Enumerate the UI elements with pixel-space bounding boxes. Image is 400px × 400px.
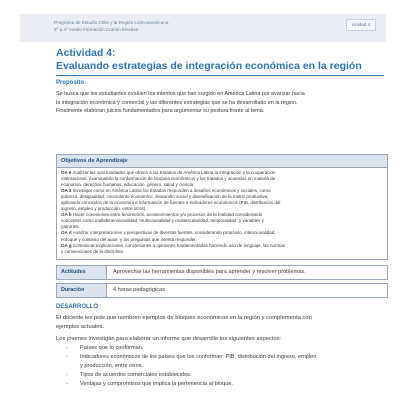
duracion-value: 4 horas pedagógicas	[113, 287, 165, 293]
objetivo-line: y convenciones de la disciplina.	[61, 248, 125, 254]
duracion-label: Duración	[57, 284, 107, 297]
proposito-line: la integración económica y comercial y las diferentes estrategias que se ha desarrollado en la región.	[56, 99, 298, 106]
objetivos-heading: Objetivos de Aprendizaje	[61, 158, 128, 164]
objetivo-line: conceptos como multidimensionalidad, multicausalidad y multiescalaridad, temporalidad, y variables y	[61, 218, 264, 224]
desarrollo-line: ejemplos actuales.	[56, 324, 105, 330]
oa-code: OA 3	[61, 188, 72, 194]
list-item: - Tipos de acuerdos comerciales establecidos.	[66, 372, 192, 378]
bullet-dash: -	[66, 345, 68, 351]
title-divider	[56, 75, 384, 76]
bullet-dash: -	[66, 372, 68, 378]
oa-code: OA d	[61, 230, 72, 236]
objetivo-line: patrones.	[61, 224, 80, 230]
activity-title: Evaluando estrategias de integración económica en la región	[56, 60, 362, 72]
duracion-row	[56, 283, 388, 298]
header-band	[20, 14, 386, 42]
objetivo-line: OA g Comunicar explicaciones, conclusiones u opiniones fundamentadas haciendo uso de lenguaje, las normas	[61, 242, 285, 248]
proposito-line: Se busca que los estudiantes evalúen los intentos que han surgido en América Latina por avanzar hacia	[56, 91, 305, 97]
objetivo-line: economía, derechos humanos, educación, género, salud y ciencia.	[61, 182, 195, 188]
objetivos-header	[57, 155, 387, 168]
unit-badge: Unidad 4	[346, 19, 376, 31]
objetivo-line: internacional, examinando la conformación de bloques económicos y los tratados y acuerdos en materia de	[61, 176, 276, 182]
proposito-text	[56, 90, 386, 116]
proposito-line: Finalmente elaboran juicios fundamentados para argumentar su postura frente al tema.	[56, 108, 265, 115]
desarrollo-line: Los jóvenes investigan para elaborar un informe que desarrolle los siguientes aspectos:	[56, 336, 282, 342]
program-title: Programa de Estudio Chile y la Región Latinoamericana	[54, 20, 169, 25]
list-item: - Países que lo conforman.	[66, 345, 144, 351]
objetivo-line: OA b Hacer conexiones entre fenómenos, acontecimientos y/o procesos de la realidad considerando	[61, 212, 263, 218]
bullet-dash: -	[66, 354, 68, 360]
objetivo-line: OA 6 Analizar las oportunidades que ofrece a los Estados de América Latina la integración y la cooperación	[61, 170, 276, 175]
desarrollo-line: El docente les pide que nombren ejemplos de bloques económicos en la región y complementa con	[56, 315, 312, 321]
objetivo-line: OA 3 Investigar cómo en América Latina los Estados responden a desafíos económicos y sociales, como	[61, 188, 271, 194]
list-item: - Indicadores económicos de los países que los conforman: PIB, distribución del ingreso, empleo y producción, entre otros.	[66, 354, 317, 369]
aspects-list	[66, 344, 386, 389]
objetivo-line: enfoque y contexto del autor, y las preguntas que intenta responder.	[61, 236, 197, 242]
oa-code: OA 6	[61, 170, 72, 175]
oa-code: OA b	[61, 212, 72, 218]
objetivo-line: OA d Analizar interpretaciones y perspectivas de diversas fuentes, considerando propósito, intencionalidad,	[61, 230, 276, 236]
activity-number: Actividad 4:	[56, 47, 116, 59]
actitudes-value: Aprovechar las herramientas disponibles para aprender y resolver problemas.	[113, 269, 306, 275]
objetivos-box	[56, 154, 388, 260]
oa-code: OA g	[61, 242, 72, 248]
objetivo-line: pobreza, desigualdad, crecimiento económico, desarrollo social y diversificación de la matriz productiva,	[61, 194, 269, 200]
proposito-heading: Propósito	[56, 80, 84, 86]
objetivo-line: ingreso, empleo y producción, entre otros).	[61, 206, 147, 212]
actitudes-row	[56, 265, 388, 280]
program-level: 3° a 4° medio Formación Común Electiva	[54, 27, 139, 32]
desarrollo-heading: DESARROLLO	[56, 304, 98, 310]
bullet-dash: -	[66, 381, 68, 387]
objetivo-line: aplicando conceptos de la economía e información de fuentes e indicadores económicos (PIB, distribución del	[61, 200, 281, 206]
actitudes-label: Actitudes	[57, 266, 107, 279]
objetivos-list	[61, 170, 383, 255]
desarrollo-text	[56, 314, 386, 344]
list-item: - Ventajas y compromisos que implica la pertenencia al bloque.	[66, 381, 233, 387]
